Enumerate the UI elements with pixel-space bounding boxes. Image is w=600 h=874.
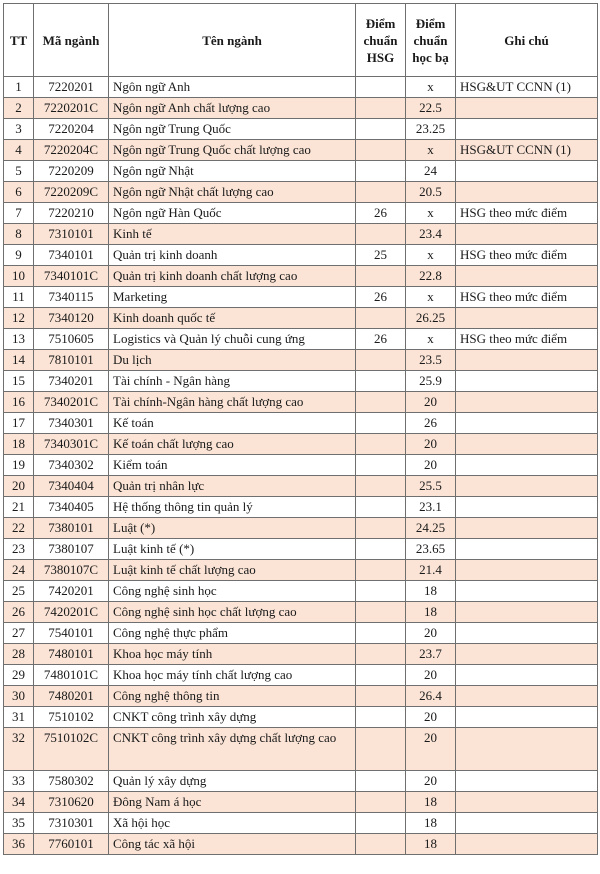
hsg-score <box>356 434 406 455</box>
major-code: 7480201 <box>34 686 109 707</box>
major-code: 7310101 <box>34 224 109 245</box>
major-code: 7340302 <box>34 455 109 476</box>
transcript-score: 24 <box>406 161 456 182</box>
major-code: 7220201C <box>34 98 109 119</box>
row-number: 18 <box>4 434 34 455</box>
hsg-score <box>356 834 406 855</box>
note: HSG&UT CCNN (1) <box>456 77 598 98</box>
table-body <box>4 77 598 855</box>
row-number: 23 <box>4 539 34 560</box>
note <box>456 602 598 623</box>
major-code: 7480101C <box>34 665 109 686</box>
major-code: 7380107C <box>34 560 109 581</box>
major-name: CNKT công trình xây dựng <box>109 707 356 728</box>
major-code: 7510102 <box>34 707 109 728</box>
major-code: 7220201 <box>34 77 109 98</box>
transcript-score: 23.1 <box>406 497 456 518</box>
note: HSG theo mức điểm <box>456 329 598 350</box>
table-row <box>4 581 598 602</box>
hsg-score <box>356 707 406 728</box>
hsg-score: 26 <box>356 287 406 308</box>
table-row <box>4 119 598 140</box>
header-note: Ghi chú <box>456 4 598 77</box>
hsg-score <box>356 77 406 98</box>
hsg-score <box>356 392 406 413</box>
row-number: 34 <box>4 792 34 813</box>
hsg-score <box>356 644 406 665</box>
major-name: Ngôn ngữ Trung Quốc chất lượng cao <box>109 140 356 161</box>
major-code: 7340201C <box>34 392 109 413</box>
row-number: 13 <box>4 329 34 350</box>
hsg-score <box>356 455 406 476</box>
transcript-score: 20 <box>406 728 456 771</box>
hsg-score <box>356 665 406 686</box>
major-code: 7510605 <box>34 329 109 350</box>
major-name: Công tác xã hội <box>109 834 356 855</box>
hsg-score <box>356 792 406 813</box>
hsg-score: 26 <box>356 329 406 350</box>
row-number: 28 <box>4 644 34 665</box>
note <box>456 707 598 728</box>
major-name: Quản trị kinh doanh chất lượng cao <box>109 266 356 287</box>
note <box>456 518 598 539</box>
major-name: Marketing <box>109 287 356 308</box>
hsg-score <box>356 413 406 434</box>
hsg-score <box>356 476 406 497</box>
header-name: Tên ngành <box>109 4 356 77</box>
transcript-score: 23.7 <box>406 644 456 665</box>
table-row <box>4 771 598 792</box>
note <box>456 161 598 182</box>
table-row <box>4 602 598 623</box>
transcript-score: 18 <box>406 834 456 855</box>
note <box>456 813 598 834</box>
transcript-score: 20 <box>406 707 456 728</box>
table-row <box>4 455 598 476</box>
transcript-score: 18 <box>406 602 456 623</box>
note: HSG&UT CCNN (1) <box>456 140 598 161</box>
row-number: 14 <box>4 350 34 371</box>
note <box>456 560 598 581</box>
note <box>456 266 598 287</box>
hsg-score <box>356 161 406 182</box>
note: HSG theo mức điểm <box>456 287 598 308</box>
major-code: 7510102C <box>34 728 109 771</box>
row-number: 21 <box>4 497 34 518</box>
row-number: 30 <box>4 686 34 707</box>
row-number: 11 <box>4 287 34 308</box>
table-row <box>4 686 598 707</box>
transcript-score: 25.9 <box>406 371 456 392</box>
table-row <box>4 539 598 560</box>
hsg-score <box>356 140 406 161</box>
note <box>456 350 598 371</box>
transcript-score: 21.4 <box>406 560 456 581</box>
transcript-score: x <box>406 329 456 350</box>
transcript-score: 24.25 <box>406 518 456 539</box>
row-number: 1 <box>4 77 34 98</box>
major-code: 7480101 <box>34 644 109 665</box>
note <box>456 665 598 686</box>
hsg-score: 26 <box>356 203 406 224</box>
major-name: Kế toán <box>109 413 356 434</box>
row-number: 8 <box>4 224 34 245</box>
major-name: Khoa học máy tính <box>109 644 356 665</box>
row-number: 31 <box>4 707 34 728</box>
hsg-score <box>356 98 406 119</box>
table-row <box>4 728 598 771</box>
row-number: 35 <box>4 813 34 834</box>
table-row <box>4 792 598 813</box>
note <box>456 623 598 644</box>
row-number: 20 <box>4 476 34 497</box>
table-row <box>4 665 598 686</box>
note <box>456 476 598 497</box>
hsg-score <box>356 182 406 203</box>
header-hsg: Điểm chuẩn HSG <box>356 4 406 77</box>
major-code: 7380107 <box>34 539 109 560</box>
table-row <box>4 203 598 224</box>
note <box>456 728 598 771</box>
note <box>456 371 598 392</box>
major-code: 7340115 <box>34 287 109 308</box>
major-code: 7340120 <box>34 308 109 329</box>
transcript-score: 20 <box>406 455 456 476</box>
major-name: Ngôn ngữ Hàn Quốc <box>109 203 356 224</box>
major-name: Công nghệ thông tin <box>109 686 356 707</box>
transcript-score: 20 <box>406 434 456 455</box>
major-code: 7380101 <box>34 518 109 539</box>
row-number: 10 <box>4 266 34 287</box>
major-name: Luật (*) <box>109 518 356 539</box>
major-name: Công nghệ sinh học chất lượng cao <box>109 602 356 623</box>
hsg-score <box>356 560 406 581</box>
note <box>456 539 598 560</box>
hsg-score <box>356 119 406 140</box>
major-code: 7220204C <box>34 140 109 161</box>
major-code: 7340101 <box>34 245 109 266</box>
major-name: Công nghệ thực phẩm <box>109 623 356 644</box>
major-name: Ngôn ngữ Nhật <box>109 161 356 182</box>
major-name: Kinh doanh quốc tế <box>109 308 356 329</box>
row-number: 19 <box>4 455 34 476</box>
major-name: Kiểm toán <box>109 455 356 476</box>
major-name: CNKT công trình xây dựng chất lượng cao <box>109 728 356 771</box>
transcript-score: 22.8 <box>406 266 456 287</box>
note <box>456 497 598 518</box>
major-name: Ngôn ngữ Anh chất lượng cao <box>109 98 356 119</box>
transcript-score: 20 <box>406 392 456 413</box>
transcript-score: x <box>406 77 456 98</box>
major-code: 7340301 <box>34 413 109 434</box>
table-row <box>4 834 598 855</box>
major-name: Quản lý xây dựng <box>109 771 356 792</box>
table-row <box>4 140 598 161</box>
major-name: Du lịch <box>109 350 356 371</box>
major-name: Hệ thống thông tin quản lý <box>109 497 356 518</box>
major-name: Ngôn ngữ Anh <box>109 77 356 98</box>
transcript-score: 20 <box>406 665 456 686</box>
row-number: 36 <box>4 834 34 855</box>
table-row <box>4 245 598 266</box>
hsg-score <box>356 518 406 539</box>
row-number: 15 <box>4 371 34 392</box>
note <box>456 413 598 434</box>
transcript-score: x <box>406 245 456 266</box>
transcript-score: 22.5 <box>406 98 456 119</box>
transcript-score: 23.65 <box>406 539 456 560</box>
table-row <box>4 813 598 834</box>
note <box>456 182 598 203</box>
table-row <box>4 161 598 182</box>
row-number: 7 <box>4 203 34 224</box>
note: HSG theo mức điểm <box>456 203 598 224</box>
transcript-score: 18 <box>406 792 456 813</box>
major-name: Tài chính - Ngân hàng <box>109 371 356 392</box>
row-number: 16 <box>4 392 34 413</box>
note <box>456 308 598 329</box>
transcript-score: 23.25 <box>406 119 456 140</box>
row-number: 12 <box>4 308 34 329</box>
table-row <box>4 623 598 644</box>
hsg-score: 25 <box>356 245 406 266</box>
transcript-score: 23.4 <box>406 224 456 245</box>
table-row <box>4 644 598 665</box>
row-number: 22 <box>4 518 34 539</box>
table-row <box>4 308 598 329</box>
row-number: 24 <box>4 560 34 581</box>
row-number: 6 <box>4 182 34 203</box>
table-row <box>4 518 598 539</box>
major-code: 7220210 <box>34 203 109 224</box>
hsg-score <box>356 266 406 287</box>
major-code: 7220204 <box>34 119 109 140</box>
major-name: Công nghệ sinh học <box>109 581 356 602</box>
table-row <box>4 497 598 518</box>
table-row <box>4 707 598 728</box>
table-row <box>4 329 598 350</box>
note <box>456 119 598 140</box>
note <box>456 771 598 792</box>
row-number: 27 <box>4 623 34 644</box>
admission-scores-table <box>3 3 598 855</box>
major-code: 7340404 <box>34 476 109 497</box>
note <box>456 686 598 707</box>
transcript-score: 20.5 <box>406 182 456 203</box>
major-name: Luật kinh tế chất lượng cao <box>109 560 356 581</box>
row-number: 26 <box>4 602 34 623</box>
major-name: Luật kinh tế (*) <box>109 539 356 560</box>
transcript-score: 23.5 <box>406 350 456 371</box>
major-code: 7340101C <box>34 266 109 287</box>
hsg-score <box>356 602 406 623</box>
hsg-score <box>356 728 406 771</box>
transcript-score: x <box>406 203 456 224</box>
hsg-score <box>356 623 406 644</box>
table-row <box>4 266 598 287</box>
table-row <box>4 77 598 98</box>
table-header-row <box>4 4 598 77</box>
major-name: Tài chính-Ngân hàng chất lượng cao <box>109 392 356 413</box>
table-row <box>4 560 598 581</box>
major-name: Kinh tế <box>109 224 356 245</box>
transcript-score: 20 <box>406 623 456 644</box>
row-number: 9 <box>4 245 34 266</box>
transcript-score: 18 <box>406 581 456 602</box>
note <box>456 98 598 119</box>
header-tt: TT <box>4 4 34 77</box>
hsg-score <box>356 539 406 560</box>
hsg-score <box>356 308 406 329</box>
hsg-score <box>356 224 406 245</box>
table-row <box>4 413 598 434</box>
note <box>456 392 598 413</box>
hsg-score <box>356 771 406 792</box>
transcript-score: x <box>406 140 456 161</box>
note <box>456 792 598 813</box>
row-number: 29 <box>4 665 34 686</box>
header-hocba: Điểm chuẩn học bạ <box>406 4 456 77</box>
note <box>456 434 598 455</box>
major-code: 7340201 <box>34 371 109 392</box>
note <box>456 224 598 245</box>
note <box>456 455 598 476</box>
transcript-score: 26.25 <box>406 308 456 329</box>
table-row <box>4 350 598 371</box>
row-number: 17 <box>4 413 34 434</box>
row-number: 25 <box>4 581 34 602</box>
hsg-score <box>356 581 406 602</box>
major-code: 7810101 <box>34 350 109 371</box>
major-code: 7220209 <box>34 161 109 182</box>
transcript-score: 20 <box>406 771 456 792</box>
table-row <box>4 371 598 392</box>
table-row <box>4 287 598 308</box>
major-code: 7220209C <box>34 182 109 203</box>
transcript-score: 25.5 <box>406 476 456 497</box>
hsg-score <box>356 371 406 392</box>
table-row <box>4 476 598 497</box>
major-name: Ngôn ngữ Nhật chất lượng cao <box>109 182 356 203</box>
row-number: 2 <box>4 98 34 119</box>
major-code: 7340405 <box>34 497 109 518</box>
row-number: 4 <box>4 140 34 161</box>
row-number: 32 <box>4 728 34 771</box>
transcript-score: 18 <box>406 813 456 834</box>
row-number: 5 <box>4 161 34 182</box>
major-name: Logistics và Quản lý chuỗi cung ứng <box>109 329 356 350</box>
major-code: 7340301C <box>34 434 109 455</box>
row-number: 33 <box>4 771 34 792</box>
table-row <box>4 182 598 203</box>
major-name: Ngôn ngữ Trung Quốc <box>109 119 356 140</box>
header-code: Mã ngành <box>34 4 109 77</box>
transcript-score: 26.4 <box>406 686 456 707</box>
note: HSG theo mức điểm <box>456 245 598 266</box>
major-name: Khoa học máy tính chất lượng cao <box>109 665 356 686</box>
major-name: Xã hội học <box>109 813 356 834</box>
hsg-score <box>356 350 406 371</box>
major-code: 7540101 <box>34 623 109 644</box>
major-code: 7310301 <box>34 813 109 834</box>
hsg-score <box>356 686 406 707</box>
major-code: 7760101 <box>34 834 109 855</box>
hsg-score <box>356 813 406 834</box>
major-code: 7580302 <box>34 771 109 792</box>
transcript-score: 26 <box>406 413 456 434</box>
major-name: Quản trị nhân lực <box>109 476 356 497</box>
major-code: 7310620 <box>34 792 109 813</box>
major-code: 7420201C <box>34 602 109 623</box>
note <box>456 834 598 855</box>
table-row <box>4 434 598 455</box>
admission-table-container <box>3 3 597 855</box>
major-code: 7420201 <box>34 581 109 602</box>
table-row <box>4 224 598 245</box>
note <box>456 644 598 665</box>
hsg-score <box>356 497 406 518</box>
table-row <box>4 392 598 413</box>
major-name: Đông Nam á học <box>109 792 356 813</box>
note <box>456 581 598 602</box>
major-name: Quản trị kinh doanh <box>109 245 356 266</box>
table-row <box>4 98 598 119</box>
major-name: Kế toán chất lượng cao <box>109 434 356 455</box>
row-number: 3 <box>4 119 34 140</box>
transcript-score: x <box>406 287 456 308</box>
